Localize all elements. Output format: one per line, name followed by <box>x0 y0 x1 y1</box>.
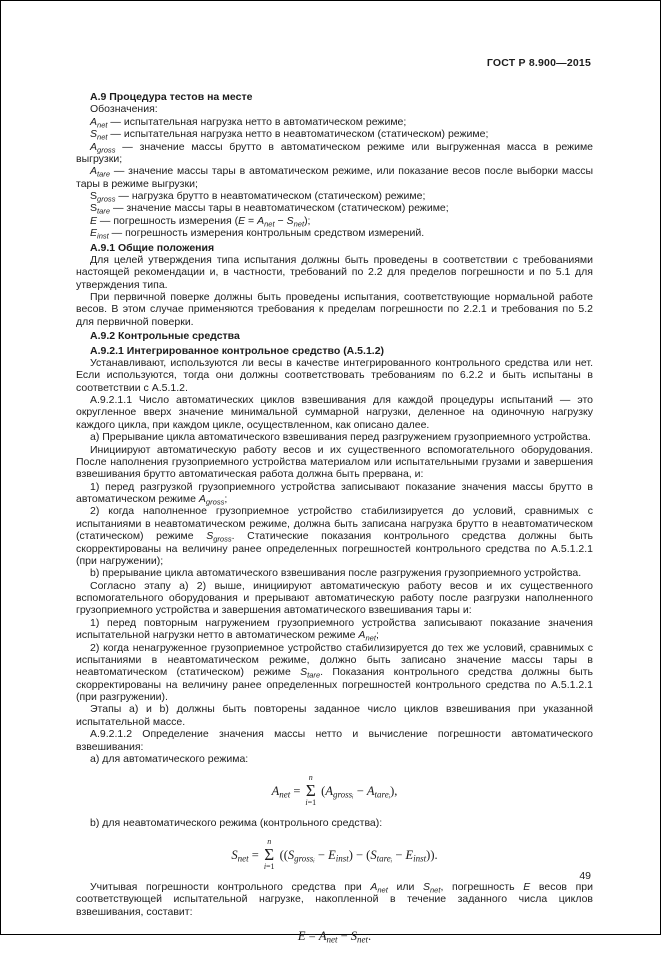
paragraph: а) для автоматического режима: <box>90 752 249 765</box>
page-footer <box>579 870 591 882</box>
formula <box>76 774 593 808</box>
section-heading: А.9.2.1 Интегрированное контрольное средство (А.5.1.2) <box>90 344 385 357</box>
definition-item: $E_{inst}$ — погрешность измерения контрольным средством измерений. <box>90 227 425 241</box>
paragraph: А.9.2.1.1 Число автоматических циклов взвешивания для каждой процедуры испытаний — это округленное вверх значение минимальной суммарной нагрузки, деленное на одиночную нагрузку каждого цикла, при каждом цикле, осуществленном, как описано далее. <box>76 394 593 431</box>
sigma-icon: Σ <box>264 845 275 865</box>
paragraph: b) прерывание цикла автоматического взвешивания после разгружения грузоприемного устройства. <box>90 567 582 580</box>
paragraph: Инициируют автоматическую работу весов и их существенного вспомогательного оборудования. После наполнения грузоприемного устройства материалом или испытательными грузами и завершения взвешивания брутто автоматическая работа должна быть прервана, и: <box>76 443 593 481</box>
definition-item: E — погрешность измерения $(E = A_{net} - S_{net})$; <box>90 214 311 229</box>
formula: $E = A_{net} - S_{net}$. <box>297 929 372 945</box>
sum-lower-limit: i=1 <box>263 862 275 872</box>
paragraph: 1) перед разгрузкой грузоприемного устройства записывают показание значения массы брутто в автоматическом режиме $A_{gross}$; <box>76 480 593 507</box>
paragraph: Этапы а) и b) должны быть повторены заданное число циклов взвешивания при указанной испытательной массе. <box>76 703 593 728</box>
paragraph: Устанавливают, используются ли весы в качестве интегрированного контрольного средства или нет. Если используются, тогда они должны соответствовать требованиям по 6.2.2 и быть испытаны в соответствии с А.5.1.2. <box>76 356 593 394</box>
formula-lhs: $A_{net}$ = <box>271 783 301 800</box>
summation-sign <box>264 838 275 872</box>
sigma-icon: Σ <box>305 781 316 801</box>
paragraph: а) Прерывание цикла автоматического взвешивания перед разгружением грузоприемного устройства. <box>90 431 591 444</box>
content <box>76 89 593 955</box>
paragraph: 2) когда ненагруженное грузоприемное устройство стабилизируется до тех же условий, сравнимых с испытаниями в неавтоматическом режиме, должно быть записано значение массы тары в неавтоматическом (статическом) режиме $S_{tare}$. Показания контрольного средства должны быть скорректированы на величину ранее определенных погрешностей контрольного средства по А.5.1.2.1 (при разгружении). <box>76 641 593 703</box>
doc-number: ГОСТ Р 8.900—2015 <box>486 57 591 69</box>
paragraph: 1) перед повторным нагружением грузоприемного устройства записывают показание значения испытательной нагрузки нетто в автоматическом режиме $A_{net}$; <box>76 616 593 643</box>
paragraph: b) для неавтоматического режима (контрольного средства): <box>90 816 383 829</box>
sum-upper-limit: n <box>308 773 313 783</box>
sum-lower-limit: i=1 <box>305 798 317 808</box>
sum-upper-limit: n <box>267 837 272 847</box>
formula <box>76 838 593 872</box>
definition-item: $A_{tare}$ — значение массы тары в автоматическом режиме, или показание весов после выборки массы тары в режиме выгрузки; <box>76 165 593 190</box>
section-heading: А.9 Процедура тестов на месте <box>90 91 253 103</box>
paragraph: Обозначения: <box>90 103 158 116</box>
definition-item: $S_{gross}$ — нагрузка брутто в неавтоматическом (статическом) режиме; <box>90 190 426 204</box>
formula-rhs: $(A_{grossᵢ} - A_{tareᵢ})$, <box>321 783 398 800</box>
formula-lhs: $S_{net}$ = <box>231 847 259 864</box>
paragraph: А.9.2.1.2 Определение значения массы нетто и вычисление погрешности автоматического взвешивания: <box>76 728 593 753</box>
section-heading: А.9.1 Общие положения <box>90 241 215 254</box>
definition-item: $A_{net}$ — испытательная нагрузка нетто в автоматическом режиме; <box>90 115 407 130</box>
paragraph: Согласно этапу а) 2) выше, инициируют автоматическую работу весов и их существенного вспомогательного оборудования и прерывают автоматическую работу после разгрузки наполненного грузоприемного устройства и завершения автоматического взвешивания тары и: <box>76 579 593 617</box>
paragraph: Учитывая погрешности контрольного средства при $A_{net}$ или $S_{net}$, погрешность E весов при соответствующей испытательной нагрузке, накопленной в течение заданного числа циклов взвешивания, составит: <box>76 881 593 918</box>
definition-item: $A_{gross}$ — значение массы брутто в автоматическом режиме или выгруженная масса в режиме выгрузки; <box>76 140 593 165</box>
paragraph: При первичной поверке должны быть проведены испытания, соответствующие нормальной работе весов. В этом случае применяются требования к пределам погрешности по 2.2.1 и требования по 5.2 для первичной поверки. <box>76 291 593 328</box>
page-number: 49 <box>579 870 591 882</box>
running-header <box>487 57 591 69</box>
summation-sign <box>305 774 316 808</box>
formula-rhs: $((S_{grossᵢ} - E_{inst}) - (S_{tareᵢ} - E_{inst}))$. <box>279 847 438 864</box>
paragraph: 2) когда наполненное грузоприемное устройство стабилизируется до условий, сравнимых с испытаниями в неавтоматическом режиме, должна быть записана нагрузка брутто в неавтоматическом (статическом) режиме $S_{gross}$. Статические показания контрольного средства должны быть скорректированы на величину ранее определенных погрешностей контрольного средства по А.5.1.2.1 (при нагружении); <box>76 505 593 567</box>
paragraph: Для целей утверждения типа испытания должны быть проведены в соответствии с требованиями настоящей рекомендации и, в частности, требований по 2.2 для пределов погрешности и по 5.1 для утверждения типа. <box>76 253 593 291</box>
section-heading: А.9.2 Контрольные средства <box>90 330 240 343</box>
definition-item: $S_{net}$ — испытательная нагрузка нетто в неавтоматическом (статическом) режиме; <box>90 128 489 142</box>
definition-item: $S_{tare}$ — значение массы тары в неавтоматическом (статическом) режиме; <box>90 202 449 216</box>
